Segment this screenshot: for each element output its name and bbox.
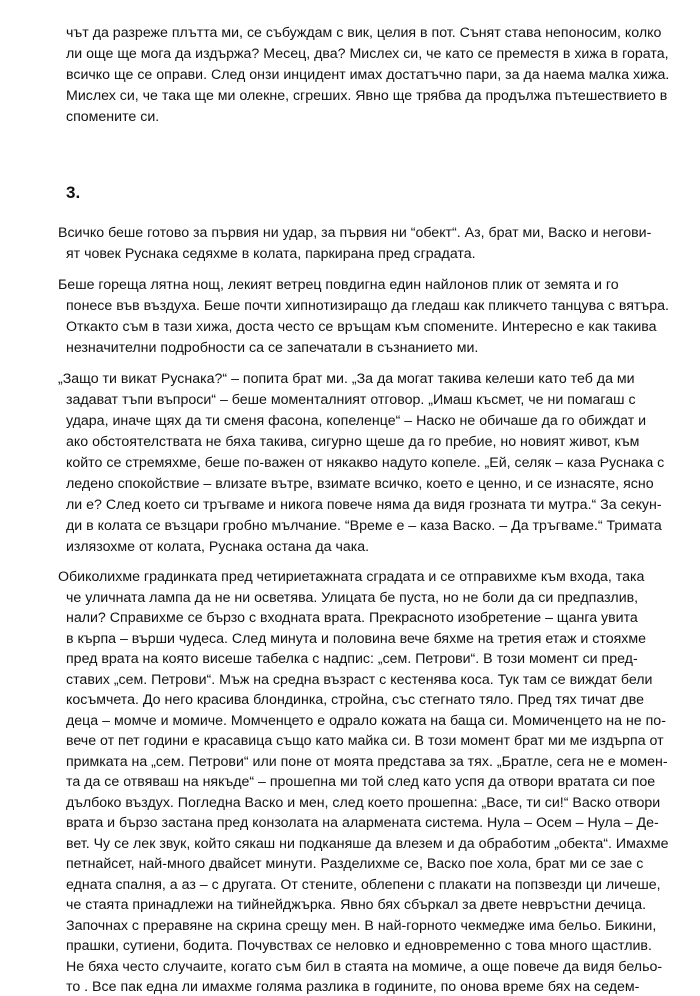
text-line: то . Все пак една ли имахме голяма разлика в годините, по онова време бях на седем- [66,979,640,995]
text-line: дълбоко въздух. Погледна Васко и мен, след което прошепна: „Васе, ти си!“ Васко отвори [66,794,661,811]
text-line: всичко ще се оправи. След онзи инцидент имах достатъчно пари, за да наема малка хижа. [66,67,670,83]
text-line: удара, иначе щях да ти сменя фасона, копеленце“ – Наско не обичаше да го обиждат и [66,413,647,429]
text-line: косъмчета. До него красива блондинка, стройна, със стегнато тяло. Пред тях тичат две [66,692,644,708]
chapter-heading: 3. [66,183,81,202]
text-line: ят човек Руснака седяхме в колата, паркирана пред сградата. [66,246,476,262]
text-line: едната спалня, а аз – с другата. От стените, облепени с плакати на попзвезди ци личеше, [66,876,661,893]
text-line: „Защо ти викат Руснака?“ – попита брат ми. „За да могат такива келеши като теб да ми [58,371,635,387]
text-line: вече от пет години е красавица също като майка си. В този момент брат ми ме издърпа от [66,733,664,749]
text-line: ако обстоятелствата не бяха такива, сигурно щеше да го пребие, но новият живот, към [66,434,640,450]
text-line: Не бяха често случаите, когато съм бил в стаята на момиче, а още повече да видя бельо- [66,958,663,975]
text-line: спомените си. [66,109,160,125]
text-line: ставих „сем. Петрови“. Мъж на средна възраст с кестенява коса. Тук там се виждат бели [66,671,653,688]
text-line: Мислех си, че така ще ми олекне, сгреших. Явно ще трябва да продължа пътешествието в [66,88,668,104]
text-line: Беше гореща лятна нощ, лекият ветрец повдигна един найлонов плик от земята и го [58,277,619,293]
text-line: врата и бързо застана пред конзолата на алармената система. Нула – Осем – Нула – Де- [66,815,659,831]
text-line: задават тъпи въпроси“ – беше моменталният отговор. „Имаш късмет, че ни помагаш с [66,392,636,408]
text-line: ледено спокойствие – влизате вътре, взимате всичко, което е ценно, и се изнасяте, ясно [66,476,654,492]
text-line: че уличната лампа да не ни осветява. Улицата бе пуста, но не боли да си предпазлив, [66,589,639,606]
text-line: понесе във въздуха. Беше почти хипнотизиращо да гледаш как пликчето танцува с вятъра. [66,298,670,314]
text-line: примката на „сем. Петрови“ или поне от моята представа за тях. „Братле, сега не е момен- [66,753,668,770]
text-line: деца – момче и момиче. Момченцето е одрало кожата на баща си. Момиченцето на не по- [66,712,666,729]
text-line: в кърпа – върши чудеса. След минута и половина вече бяхме на третия етаж и стояхме [66,630,647,647]
text-line: Започнах с преравяне на скрина срещу мен. В най-горното чекмедже има бельо. Бикини, [66,917,657,934]
text-line: Обиколихме градинката пред четириетажната сградата и се отправихме към входа, така [58,569,645,585]
text-line: Откакто съм в тази хижа, доста често се връщам към спомените. Интересно е как такива [66,319,657,335]
text-line: който се стремяхме, беше по-важен от някакво надуто копеле. „Ей, селяк – каза Руснака с [66,455,665,471]
text-line: пред врата на която висеше табелка с надпис: „сем. Петрови“. В този момент си пред- [66,651,638,667]
text-line: излязохме от колата, Руснака остана да чака. [66,539,370,555]
text-line: ли още ще мога да издържа? Месец, два? Мислех си, че като се преместя в хижа в гората, [66,46,669,62]
text-line: Всичко беше готово за първия ни удар, за първия ни “обект“. Аз, брат ми, Васко и негови- [58,225,652,241]
text-line: петнайсет, най-много двайсет минути. Разделихме се, Васко пое хола, брат ми се зае с [66,856,644,872]
text-line: че стаята принадлежи на тийнейджърка. Явно бях сбъркал за двете невръстни дечица. [66,897,647,913]
text-line: прашки, сутиени, бодита. Почувствах се неловко и едновременно с това много щастлив. [66,938,652,954]
text-line: та да се отвяваш на някъде“ – прошепна ми той след като успя да отвори вратата си пое [66,774,656,790]
text-line: чът да разреже плътта ми, се събуждам с вик, целия в пот. Сънят става непоносим, колко [66,25,662,41]
text-line: вет. Чу се лек звук, който сякаш ни подканяше да влезем и да обработим „обекта“. Имахме [66,835,669,852]
text-line: ди в колата се възцари гробно мълчание. “Време е – каза Васко. – Да тръгваме.“ Тримата [66,518,662,534]
text-line: незначителни подробности са се запечатали в съзнанието ми. [66,340,479,356]
text-line: нали? Справихме се бързо с входната врата. Прекрасното изобретение – щанга увита [66,610,638,626]
text-line: ли е? След което си тръгваме и никога повече няма да видя грозната ти мутра.“ За секун- [66,497,662,513]
